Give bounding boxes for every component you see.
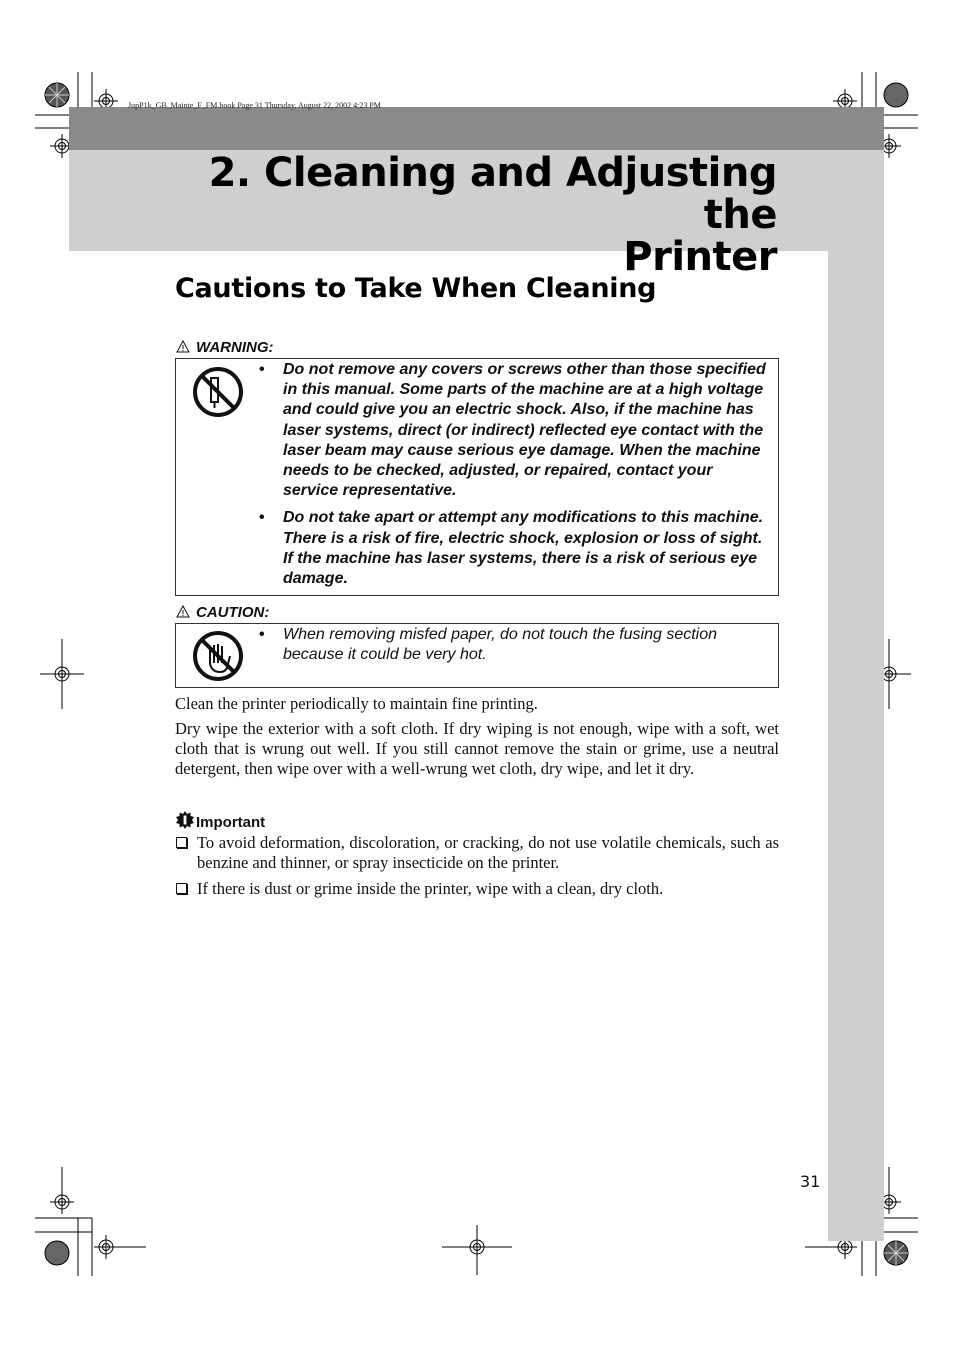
important-list xyxy=(175,833,779,906)
warning-label xyxy=(176,339,274,356)
caution-label-text: CAUTION: xyxy=(196,604,270,621)
chapter-title xyxy=(137,152,777,278)
important-item: To avoid deformation, discoloration, or cracking, do not use volatile chemicals, such as benzine and thinner, or spray insecticide on the printer. xyxy=(175,833,779,872)
page-number: 31 xyxy=(800,1172,821,1191)
body-paragraph-1: Clean the printer periodically to maintain fine printing. xyxy=(175,694,538,713)
chapter-title-line1: 2. Cleaning and Adjusting the xyxy=(208,150,777,238)
no-disassembly-icon xyxy=(192,366,244,418)
warning-label-text: WARNING: xyxy=(196,339,274,356)
important-label-text: Important xyxy=(196,814,266,831)
caution-box xyxy=(175,623,779,688)
important-label xyxy=(176,811,265,831)
header-band-dark xyxy=(69,107,884,150)
section-title: Cautions to Take When Cleaning xyxy=(175,273,657,304)
warning-list xyxy=(258,360,770,596)
caution-label xyxy=(176,604,269,621)
do-not-touch-hand-icon xyxy=(192,630,244,682)
important-item: If there is dust or grime inside the printer, wipe with a clean, dry cloth. xyxy=(175,879,779,899)
caution-item: • When removing misfed paper, do not touch the fusing section because it could be very hot. xyxy=(258,625,770,665)
warning-item: • Do not take apart or attempt any modifications to this machine. There is a risk of fire, electric shock, explosion or loss of sight. If the machine has laser systems, there is a risk of serious eye damage. xyxy=(258,508,770,589)
caution-list xyxy=(258,625,770,672)
warning-item: • Do not remove any covers or screws other than those specified in this manual. Some parts of the machine are at a high voltage and could give you an electric shock. Also, if the machine has laser systems, direct (or indirect) reflected eye contact with the laser beam may cause serious eye damage. When the machine needs to be checked, adjusted, or repaired, contact your service representative. xyxy=(258,360,770,501)
chapter-title-line2: Printer xyxy=(623,234,777,280)
important-badge-icon xyxy=(176,811,194,829)
warning-box xyxy=(175,358,779,596)
side-tab-strip xyxy=(828,251,884,1241)
book-file-info: JupP1k_GB_Mainte_F_FM.book Page 31 Thursday, August 22, 2002 4:23 PM xyxy=(128,101,381,110)
body-paragraph-2: Dry wipe the exterior with a soft cloth. If dry wiping is not enough, wipe with a soft, wet cloth that is wrung out well. If you still cannot remove the stain or grime, use a neutral detergent, then wipe over with a well-wrung wet cloth, dry wipe, and let it dry. xyxy=(175,719,779,778)
warning-triangle-icon xyxy=(176,340,190,353)
caution-triangle-icon xyxy=(176,605,190,618)
